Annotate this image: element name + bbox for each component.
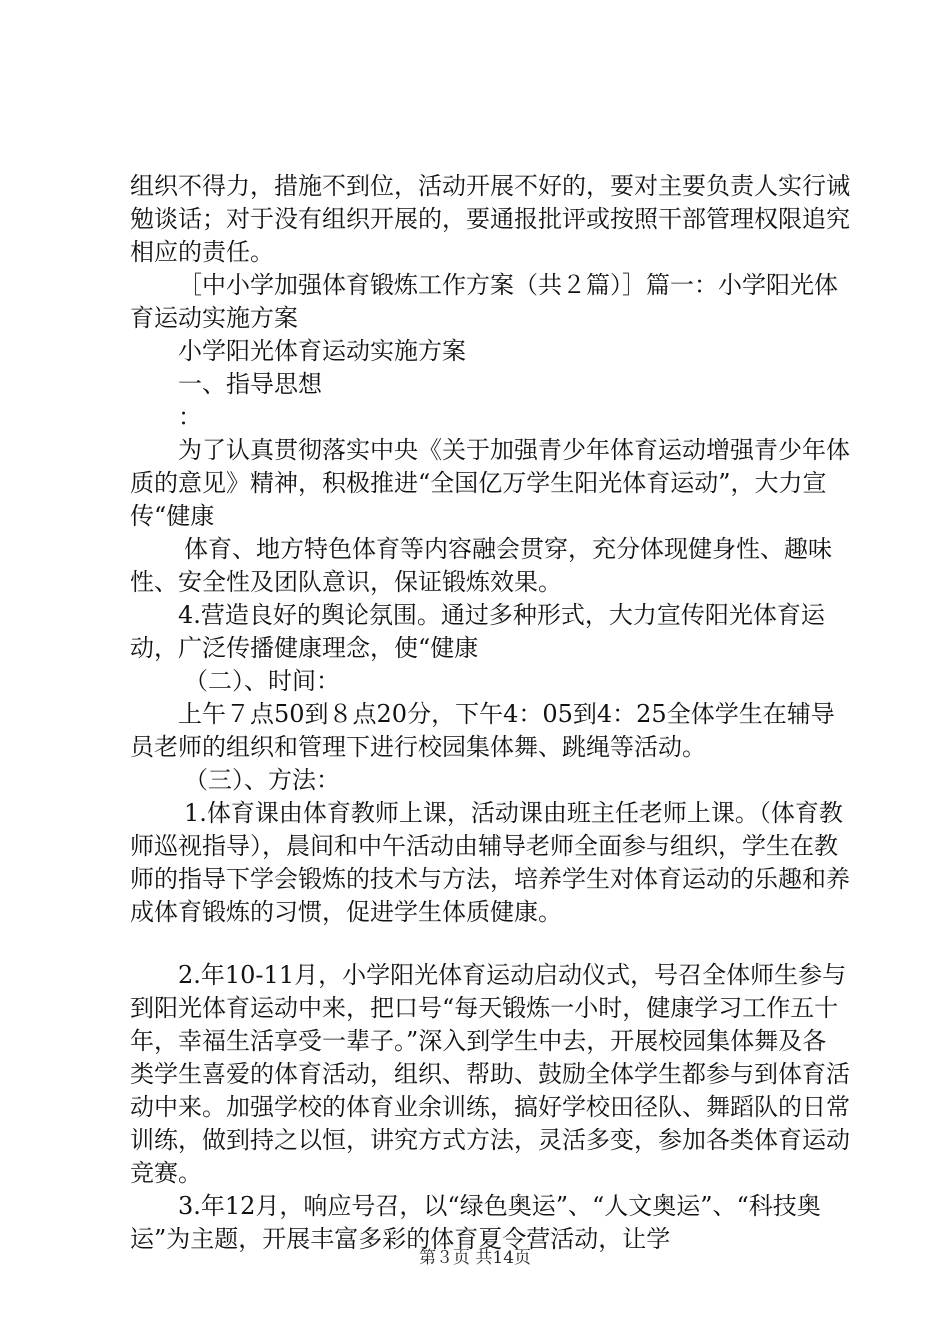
paragraph-guiding-heading: 一、指导思想 — [178, 370, 322, 398]
paragraph-method-3: 3.年12月，响应号召，以“绿色奥运”、“人文奥运”、“科技奥运”为主题，开展丰富多彩的体育夏令营活动，让学 — [130, 1192, 821, 1253]
paragraph-method-1: 1.体育课由体育教师上课，活动课由班主任老师上课。（体育教师巡视指导），晨间和中午活动由辅导老师全面参与组织，学生在教师的指导下学会锻炼的技术与方法，培养学生对体育运动的乐趣和养成体育锻炼的习惯，促进学生体质健康。 — [130, 799, 850, 926]
paragraph-time: 上午７点50到８点20分，下午4：05到4：25全体学生在辅导员老师的组织和管理下进行校园集体舞、跳绳等活动。 — [130, 700, 835, 761]
paragraph-purpose: 为了认真贯彻落实中央《关于加强青少年体育运动增强青少年体质的意见》精神，积极推进“全国亿万学生阳光体育运动”，大力宣传“健康 — [130, 436, 850, 530]
document-body — [130, 170, 850, 1256]
paragraph-time-heading: （二）、时间： — [184, 667, 340, 695]
paragraph-colon: ： — [178, 403, 202, 431]
paragraph-method-2: 2.年10-11月，小学阳光体育运动启动仪式，号召全体师生参与到阳光体育运动中来，把口号“每天锻炼一小时，健康学习工作五十年，幸福生活享受一辈子。”深入到学生中去，开展校园集体舞及各类学生喜爱的体育活动，组织、帮助、鼓励全体学生都参与到体育活动中来。加强学校的体育业余训练，搞好学校田径队、舞蹈队的日常训练，做到持之以恒，讲究方式方法，灵活多变，参加各类体育运动竞赛。 — [130, 961, 850, 1187]
paragraph-gap — [130, 929, 850, 959]
paragraph-responsibility: 组织不得力，措施不到位，活动开展不好的，要对主要负责人实行诫勉谈话；对于没有组织开展的，要通报批评或按照干部管理权限追究相应的责任。 — [130, 172, 850, 266]
paragraph-plan-title: 小学阳光体育运动实施方案 — [178, 337, 466, 365]
paragraph-atmosphere: 4.营造良好的舆论氛围。通过多种形式，大力宣传阳光体育运动，广泛传播健康理念，使“健康 — [130, 601, 825, 662]
page-footer: 第３页 共14页 — [418, 1248, 532, 1268]
paragraph-method-heading: （三）、方法： — [184, 766, 340, 794]
paragraph-content: 体育、地方特色体育等内容融会贯穿，充分体现健身性、趣味性、安全性及团队意识，保证锻炼效果。 — [130, 535, 832, 596]
paragraph-section-title: ［中小学加强体育锻炼工作方案（共２篇）］篇一：小学阳光体育运动实施方案 — [130, 271, 838, 332]
